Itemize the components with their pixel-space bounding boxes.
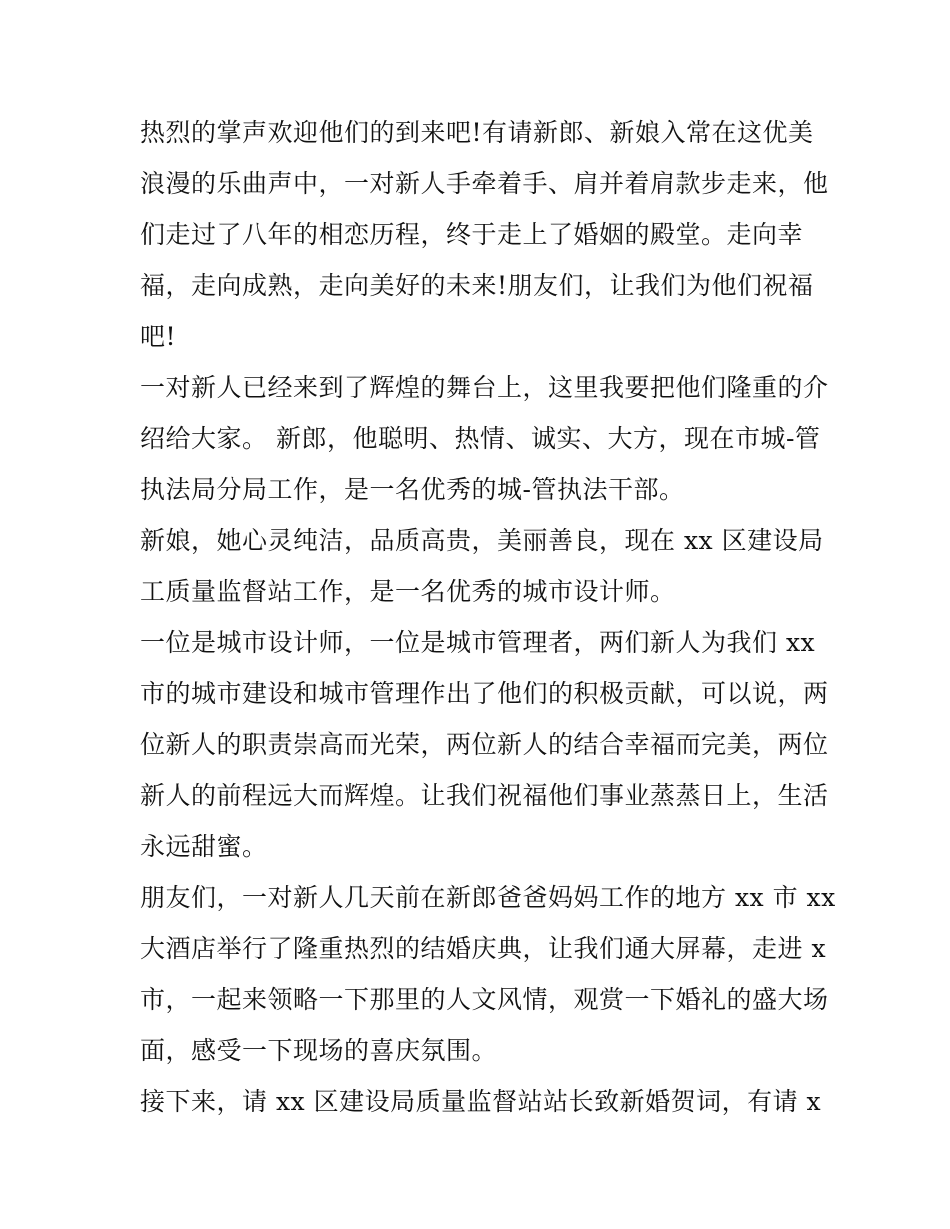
- text-line: 一对新人已经来到了辉煌的舞台上，这里我要把他们隆重的介: [140, 373, 829, 402]
- text-line: 浪漫的乐曲声中，一对新人手牵着手、肩并着肩款步走来，他: [140, 169, 829, 198]
- text-line: 市的城市建设和城市管理作出了他们的积极贡献，可以说，两: [140, 679, 829, 708]
- text-line: 面，感受一下现场的喜庆氛围。: [140, 1036, 498, 1065]
- text-line: 新娘，她心灵纯洁，品质高贵，美丽善良，现在 xx 区建设局: [140, 526, 824, 555]
- document-text-body: [140, 107, 836, 1127]
- text-line: 们走过了八年的相恋历程，终于走上了婚姻的殿堂。走向幸: [140, 220, 804, 249]
- text-line: 吧!: [140, 322, 177, 351]
- text-line: 位新人的职责崇高而光荣，两位新人的结合幸福而完美，两位: [140, 730, 829, 759]
- text-line: 绍给大家。 新郎，他聪明、热情、诚实、大方，现在市城-管: [140, 424, 821, 453]
- text-line: 永远甜蜜。: [140, 832, 268, 861]
- text-line: 市，一起来领略一下那里的人文风情，观赏一下婚礼的盛大场: [140, 985, 829, 1014]
- text-line: 福，走向成熟，走向美好的未来!朋友们，让我们为他们祝福: [140, 271, 814, 300]
- text-line: 朋友们，一对新人几天前在新郎爸爸妈妈工作的地方 xx 市 xx: [140, 883, 836, 912]
- text-line: 工质量监督站工作，是一名优秀的城市设计师。: [140, 577, 676, 606]
- text-line: 大酒店举行了隆重热烈的结婚庆典，让我们通大屏幕，走进 x: [140, 934, 827, 963]
- text-line: 新人的前程远大而辉煌。让我们祝福他们事业蒸蒸日上，生活: [140, 781, 829, 810]
- text-line: 接下来，请 xx 区建设局质量监督站站长致新婚贺词，有请 x: [140, 1087, 822, 1116]
- text-line: 执法局分局工作，是一名优秀的城-管执法干部。: [140, 475, 685, 504]
- text-line: 热烈的掌声欢迎他们的到来吧!有请新郎、新娘入常在这优美: [140, 118, 814, 147]
- text-line: 一位是城市设计师，一位是城市管理者，两们新人为我们 xx: [140, 628, 816, 657]
